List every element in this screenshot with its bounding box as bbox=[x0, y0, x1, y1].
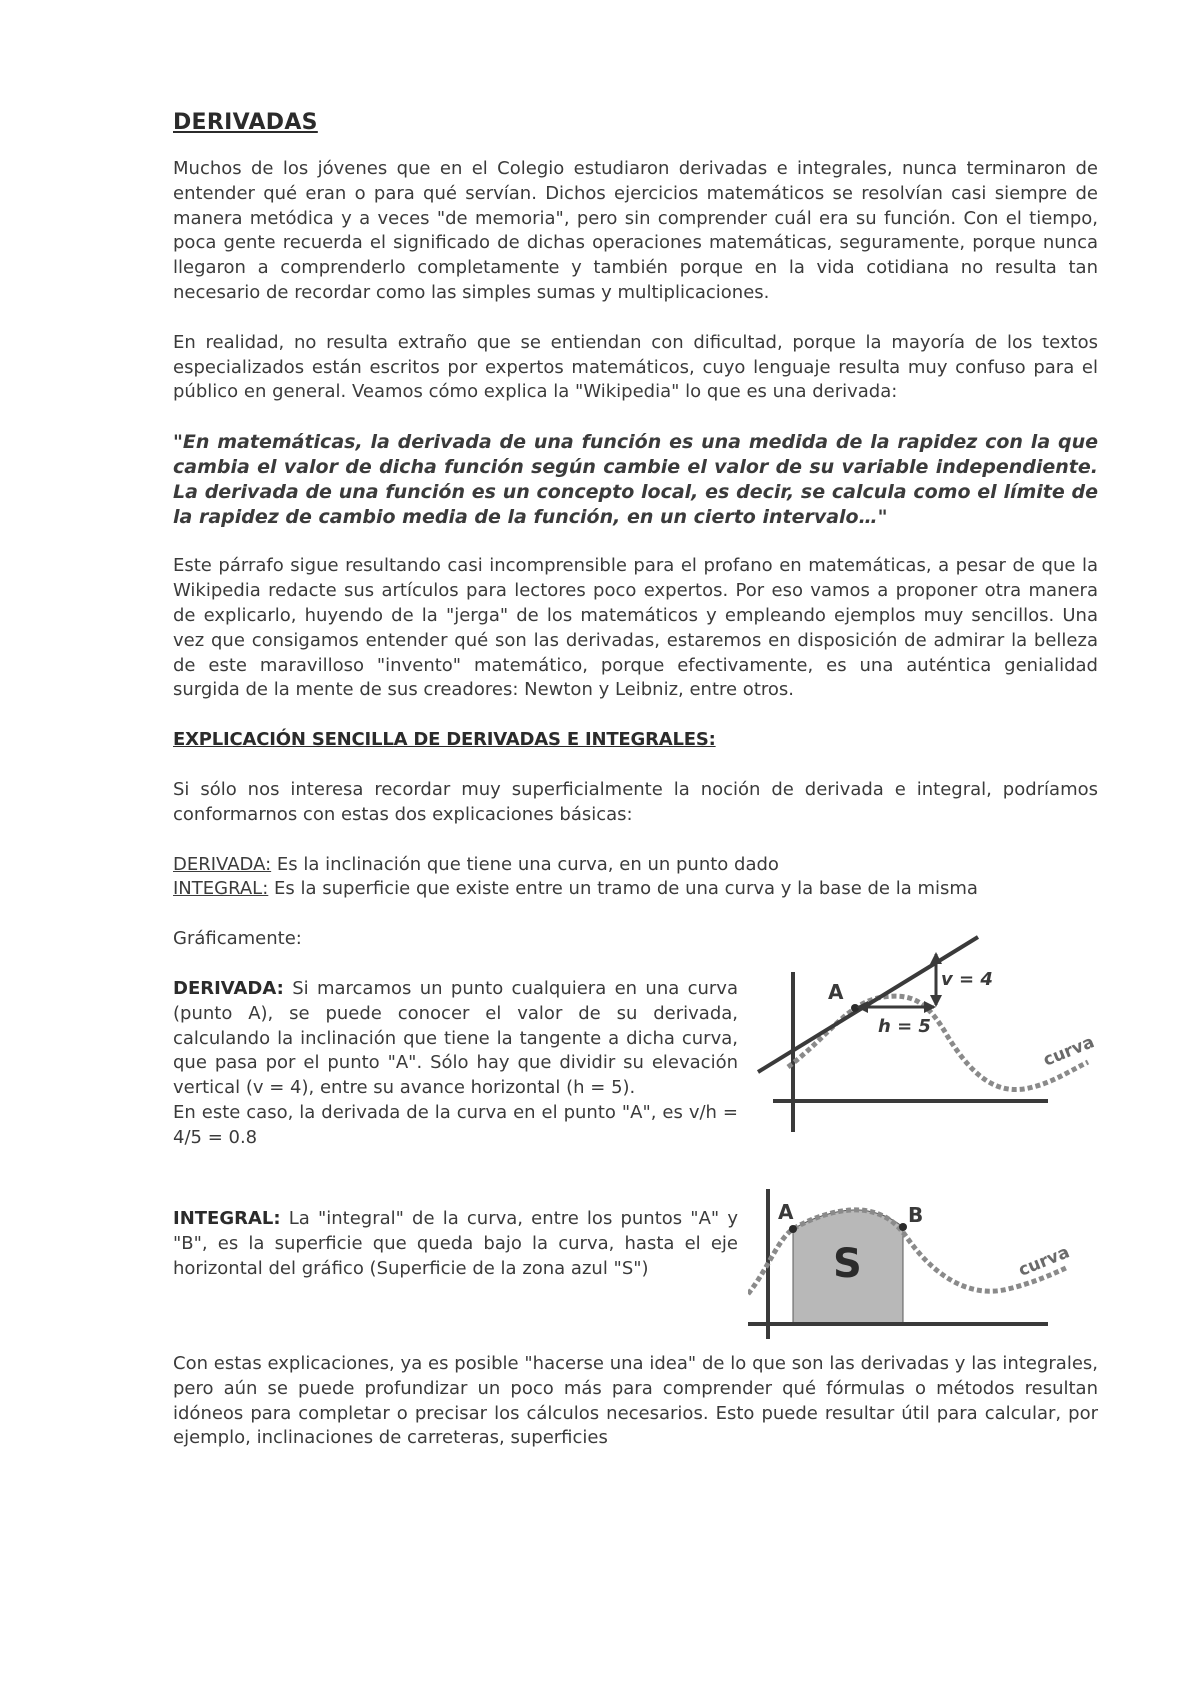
curve-label: curva bbox=[1040, 1032, 1098, 1071]
point-a-marker bbox=[789, 1225, 797, 1233]
point-b-marker bbox=[899, 1223, 907, 1231]
derivada-text-block bbox=[173, 977, 738, 1151]
point-a-marker bbox=[851, 1004, 859, 1012]
document-page bbox=[173, 110, 1098, 1451]
definition-derivada bbox=[173, 853, 1098, 878]
integral-section bbox=[173, 1199, 1098, 1352]
integral-figure bbox=[748, 1189, 1108, 1339]
paragraph-intro: Muchos de los jóvenes que en el Colegio estudiaron derivadas e integrales, nunca terminaron de entender qué eran o para qué servían. Dichos ejercicios matemáticos se resolvían casi siempre de manera metódica y a veces "de memoria", pero sin comprender cuál era su función. Con el tiempo, poca gente recuerda el significado de dichas operaciones matemáticas, seguramente, porque nunca llegaron a comprenderlo completamente y también porque en la vida cotidiana no resulta tan necesario de recordar como las simples sumas y multiplicaciones. bbox=[173, 158, 1098, 303]
curve-line bbox=[788, 996, 1088, 1089]
paragraph-basic: Si sólo nos interesa recordar muy superficialmente la noción de derivada e integral, podríamos conformarnos con estas dos explicaciones básicas: bbox=[173, 778, 1098, 825]
definition-integral bbox=[173, 877, 1098, 902]
point-b-label: B bbox=[908, 1202, 924, 1227]
derivada-term: DERIVADA: bbox=[173, 977, 284, 999]
derivada-section bbox=[173, 968, 1098, 1207]
paragraph-difficulty: En realidad, no resulta extraño que se entiendan con dificultad, porque la mayoría de los textos especializados están escritos por expertos matemáticos, cuyo lenguaje resulta muy confuso para el público en general. Veamos cómo explica la "Wikipedia" lo que es una derivada: bbox=[173, 331, 1098, 403]
section-subtitle: EXPLICACIÓN SENCILLA DE DERIVADAS E INTEGRALES: bbox=[173, 729, 716, 751]
point-a-label: A bbox=[828, 979, 844, 1004]
graficamente-label: Gráficamente: bbox=[173, 928, 302, 950]
integral-text-block bbox=[173, 1207, 738, 1281]
point-a-label: A bbox=[778, 1199, 794, 1224]
integral-term: INTEGRAL: bbox=[173, 1207, 281, 1229]
curve-label: curva bbox=[1015, 1242, 1073, 1281]
document-title: DERIVADAS bbox=[173, 110, 318, 135]
definition-integral-term: INTEGRAL: bbox=[173, 878, 269, 900]
v-label: v = 4 bbox=[941, 968, 993, 990]
wikipedia-quote: "En matemáticas, la derivada de una función es una medida de la rapidez con la que cambia el valor de dicha función según cambie el valor de su variable independiente. La derivada de una función es un concepto local, es decir, se calcula como el límite de la rapidez de cambio media de la función, en un cierto intervalo…" bbox=[173, 431, 1098, 528]
definition-derivada-text: Es la inclinación que tiene una curva, en un punto dado bbox=[271, 853, 779, 875]
paragraph-closing: Con estas explicaciones, ya es posible "hacerse una idea" de lo que son las derivadas y las integrales, pero aún se puede profundizar un poco más para comprender qué fórmulas o métodos resultan idóneos para completar o precisar los cálculos necesarios. Esto puede resultar útil para calcular, por ejemplo, inclinaciones de carreteras, superficies bbox=[173, 1352, 1098, 1449]
definition-derivada-term: DERIVADA: bbox=[173, 853, 272, 875]
paragraph-explanation: Este párrafo sigue resultando casi incomprensible para el profano en matemáticas, a pesar de que la Wikipedia redacte sus artículos para lectores poco expertos. Por eso vamos a proponer otra manera de explicarlo, huyendo de la "jerga" de los matemáticos y empleando ejemplos muy sencillos. Una vez que consigamos entender qué son las derivadas, estaremos en disposición de admirar la belleza de este maravilloso "invento" matemático, porque efectivamente, es una auténtica genialidad surgida de la mente de sus creadores: Newton y Leibniz, entre otros. bbox=[173, 555, 1098, 701]
integral-description: La "integral" de la curva, entre los puntos "A" y "B", es la superficie que queda bajo la curva, hasta el eje horizontal del gráfico (Superficie de la zona azul "S") bbox=[173, 1207, 738, 1279]
derivada-result: En este caso, la derivada de la curva en el punto "A", es v/h = 4/5 = 0.8 bbox=[173, 1101, 738, 1148]
h-label: h = 5 bbox=[878, 1015, 931, 1037]
derivada-figure bbox=[748, 927, 1108, 1132]
derivada-description: Si marcamos un punto cualquiera en una curva (punto A), se puede conocer el valor de su derivada, calculando la inclinación que tiene la tangente a dicha curva, que pasa por el punto "A". Sólo hay que dividir su elevación vertical (v = 4), entre su avance horizontal (h = 5). bbox=[173, 977, 738, 1099]
area-label: S bbox=[833, 1240, 862, 1287]
definition-integral-text: Es la superficie que existe entre un tramo de una curva y la base de la misma bbox=[268, 878, 978, 900]
